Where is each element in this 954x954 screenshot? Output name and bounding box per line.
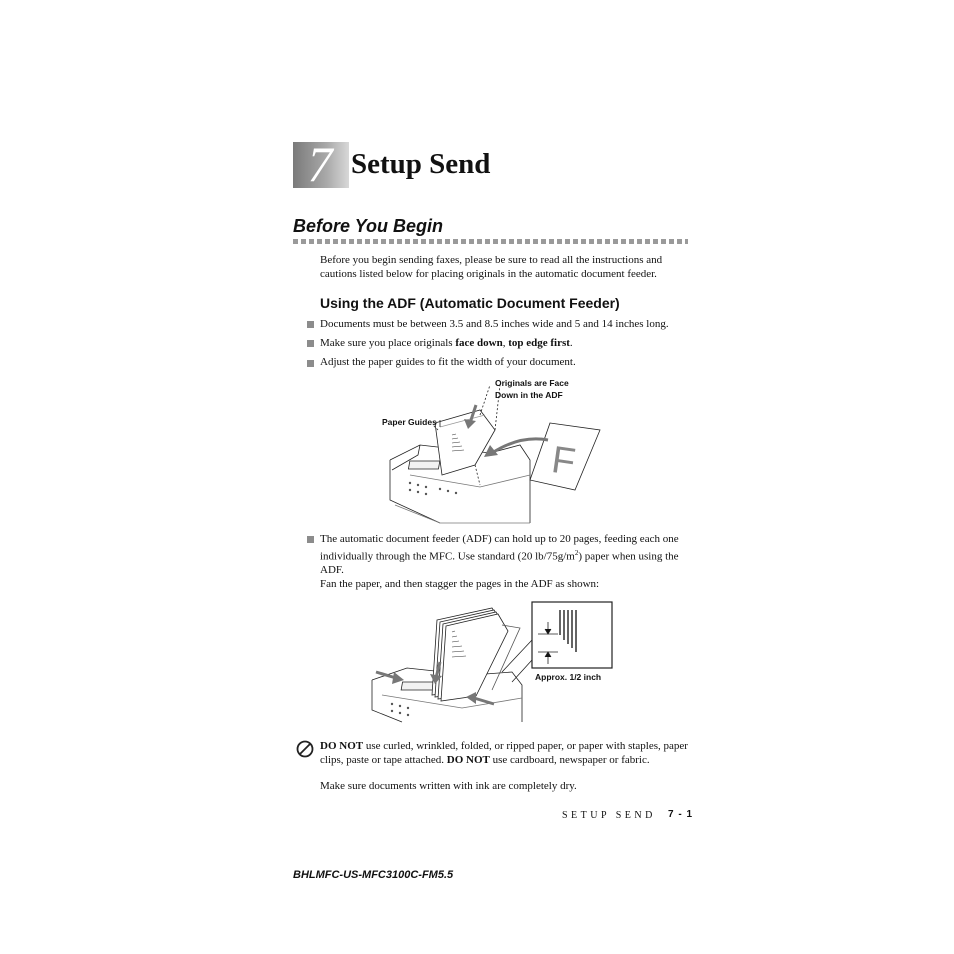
intro-paragraph: Before you begin sending faxes, please be sure to read all the instructions and cautions listed below for placing originals in the automatic document feeder. xyxy=(320,254,663,280)
superscript-2: 2 xyxy=(574,548,579,557)
section-divider xyxy=(293,239,688,244)
fan-paper-instruction: Fan the paper, and then stagger the pages in the ADF as shown: xyxy=(320,578,600,590)
caution-ink-dry: Make sure documents written with ink are completely dry. xyxy=(320,780,577,792)
label-paper-guides: Paper Guides xyxy=(382,417,437,427)
bullet-marker xyxy=(307,321,314,328)
do-not-1: DO NOT xyxy=(320,740,364,752)
footer-page-number: 7 - 1 xyxy=(668,809,694,820)
bullet-paper-guides: Adjust the paper guides to fit the width of your document. xyxy=(320,356,576,368)
bullet-marker xyxy=(307,340,314,347)
prohibited-icon xyxy=(296,740,314,758)
caution-text-2: use cardboard, newspaper or fabric. xyxy=(489,753,650,766)
document-code: BHLMFC-US-MFC3100C-FM5.5 xyxy=(293,869,454,881)
label-approx-half-inch: Approx. 1/2 inch xyxy=(535,672,602,682)
section-title: Before You Begin xyxy=(293,216,444,236)
chapter-title: Setup Send xyxy=(351,148,491,180)
label-originals-line2: Down in the ADF xyxy=(495,390,563,400)
adf-capacity-text-end: ) paper when using the ADF. xyxy=(320,550,679,576)
bullet-face-down-text: Make sure you place originals xyxy=(320,337,456,349)
bullet-marker xyxy=(307,536,314,543)
adf-capacity-text: The automatic document feeder (ADF) can hold up to 20 pages, feeding each one individually through the MFC. Use standard (20 lb/75g/m xyxy=(320,533,679,563)
footer-section-name: SETUP SEND xyxy=(562,810,656,821)
period: . xyxy=(569,337,573,349)
caution-text xyxy=(320,740,690,767)
stagger-drawing xyxy=(362,600,617,725)
stagger-pages-illustration xyxy=(362,600,617,725)
page-letter-f: F xyxy=(549,439,578,484)
bullet-marker xyxy=(307,360,314,367)
subsection-title: Using the ADF (Automatic Document Feeder) xyxy=(320,295,620,311)
top-edge-emphasis: top edge first xyxy=(508,337,570,349)
bullet-face-down xyxy=(320,337,695,351)
comma: , xyxy=(502,337,509,349)
caution-text-1: use curled, wrinkled, folded, or ripped paper, or paper with staples, paper clips, paste or tape attached. xyxy=(320,740,688,766)
chapter-number: 7 xyxy=(307,136,333,192)
bullet-adf-capacity xyxy=(320,533,690,577)
bullet-size-limits: Documents must be between 3.5 and 8.5 inches wide and 5 and 14 inches long. xyxy=(320,318,669,330)
label-originals-line1: Originals are Face xyxy=(495,378,569,388)
do-not-2: DO NOT xyxy=(446,753,490,766)
face-down-emphasis: face down xyxy=(455,337,503,349)
